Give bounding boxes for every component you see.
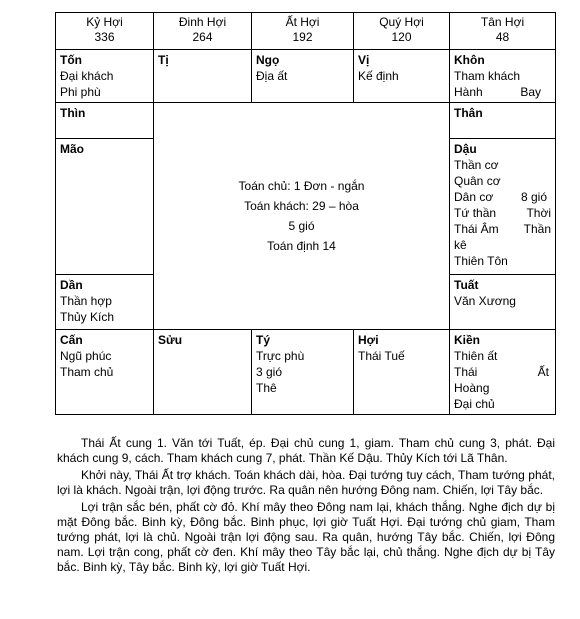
palace-name: Ngọ (256, 53, 280, 67)
header-cell: Kỷ Hợi 336 (56, 13, 154, 50)
palace-name: Mão (60, 142, 84, 156)
palace-ngo: Ngọ Địa ất (252, 50, 354, 103)
palace-name: Tị (158, 53, 169, 67)
palace-name: Tý (256, 333, 271, 347)
paragraph: Khởi này, Thái Ất trợ khách. Toán khách dài, hòa. Đại tướng tuy cách, Tham tướng phát, lợi là khách. Ngoài trận, lợi động trước. Ra quân nên hướng Đông nam. Chiến, lợi Tây bắc. (57, 468, 555, 497)
palace-vi: Vị Kế định (354, 50, 450, 103)
palace-name: Vị (358, 53, 370, 67)
palace-ton: Tốn Đại khách Phi phù (56, 50, 154, 103)
center-panel: Toán chủ: 1 Đơn - ngắn Toán khách: 29 – hòa 5 gió Toán định 14 (154, 103, 450, 330)
paragraph: Lợi trận sắc bén, phất cờ đỏ. Khí mây theo Đông nam lại, khách thắng. Nghe địch dự bị mặt Đông bắc. Binh kỳ, Đông bắc. Binh phục, lợi giờ Tuất Hợi. Đại tướng chủ giam, Tham tướng phát, lợi là chủ. Ngoài trận lợi động sau. Ra quân, hướng Tây bắc. Chiến, lợi Đông nam. Lợi trận cong, phất cờ đen. Khí mây theo Tây bắc lại, chủ thắng. Nghe địch dự bị Tây bắc. Binh kỳ, Tây bắc. Binh kỳ, lợi giờ Tuất Hợi. (57, 500, 555, 574)
palace-name: Dậu (454, 142, 477, 156)
palace-tuat: Tuất Văn Xương (450, 275, 556, 330)
header-cell: Đinh Hợi 264 (154, 13, 252, 50)
palace-kien: Kiền Thiên ất Thái Ất Hoàng Đại chủ (450, 330, 556, 415)
palace-name: Thân (454, 106, 483, 120)
palace-name: Kiền (454, 333, 481, 347)
palace-than (450, 103, 556, 139)
palace-dau: Dậu Thần cơ Quân cơ Dân cơ 8 gió Tứ thần Thời Thái Âm Thần kê Thiên Tôn (450, 139, 556, 275)
palace-grid (55, 12, 556, 415)
header-cell: Quý Hợi 120 (354, 13, 450, 50)
body-text (57, 436, 555, 575)
palace-name: Dần (60, 278, 83, 292)
header-cell: Tân Hợi 48 (450, 13, 556, 50)
palace-ty: Tý Trực phù 3 gió Thê (252, 330, 354, 415)
palace-dan: Dần Thần hợp Thủy Kích (56, 275, 154, 330)
palace-thin (56, 103, 154, 139)
palace-name: Sửu (158, 333, 183, 347)
palace-name: Cấn (60, 333, 83, 347)
palace-name: Tốn (60, 53, 82, 67)
header-row (56, 13, 556, 50)
palace-name: Thìn (60, 106, 86, 120)
palace-mao (56, 139, 154, 275)
paragraph: Thái Ất cung 1. Văn tới Tuất, ép. Đại chủ cung 1, giam. Tham chủ cung 3, phát. Đại khách cung 9, cách. Tham khách cung 7, phát. Thần Kế Dậu. Thủy Kích tới Lã Thân. (57, 436, 555, 465)
palace-khon: Khôn Tham khách Hành Bay (450, 50, 556, 103)
palace-name: Hợi (358, 333, 379, 347)
palace-name: Khôn (454, 53, 485, 67)
palace-can: Cấn Ngũ phúc Tham chủ (56, 330, 154, 415)
palace-suu (154, 330, 252, 415)
palace-hoi: Hợi Thái Tuế (354, 330, 450, 415)
header-cell: Ất Hợi 192 (252, 13, 354, 50)
palace-name: Tuất (454, 278, 479, 292)
palace-ti (154, 50, 252, 103)
